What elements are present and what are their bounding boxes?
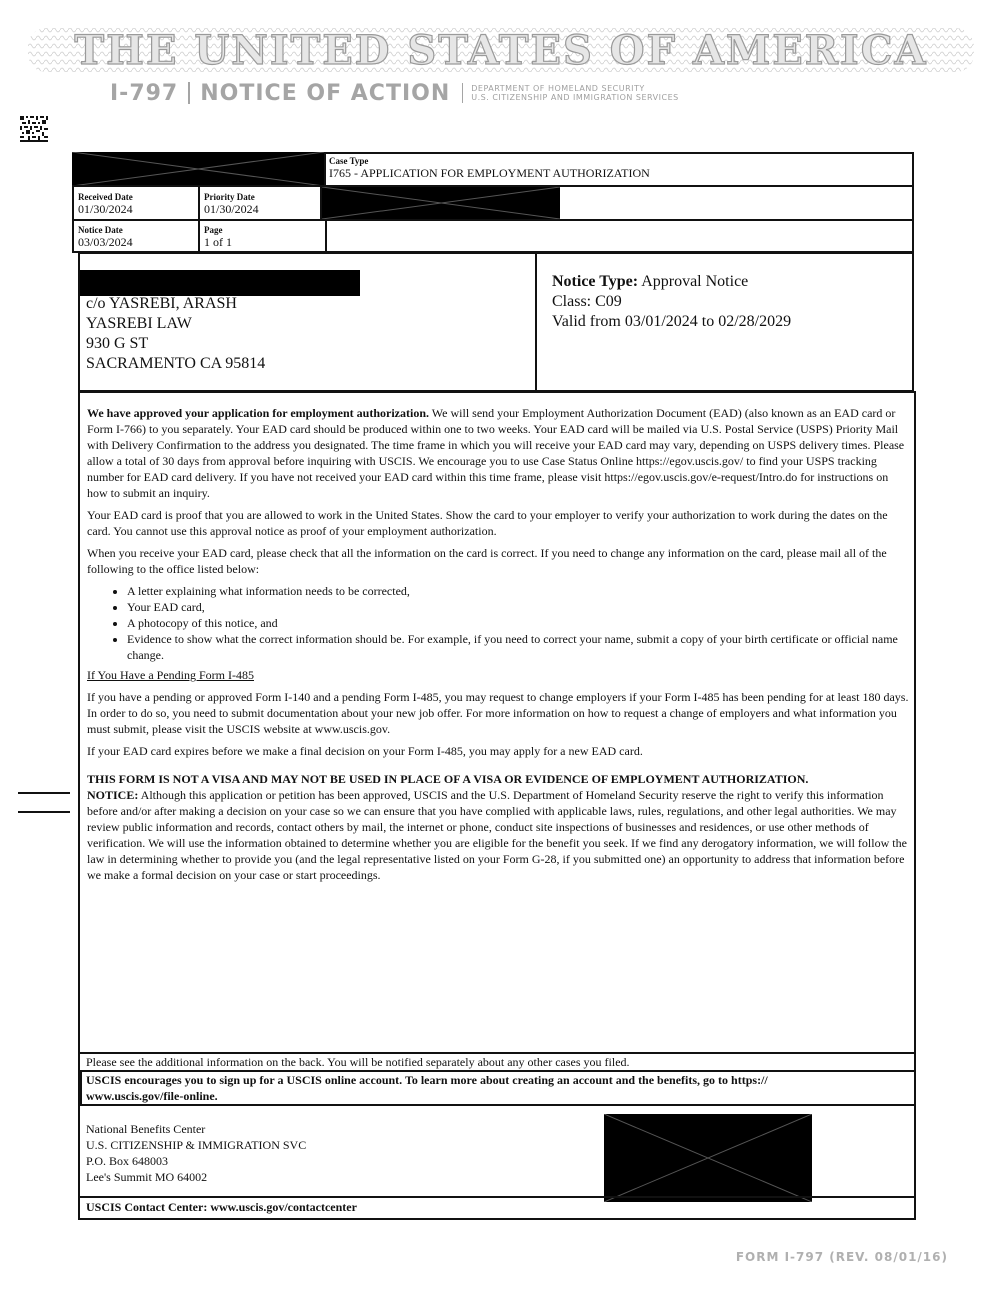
case-type-field: [329, 156, 650, 180]
divider: [325, 221, 327, 253]
office-line: Lee's Summit MO 64002: [86, 1170, 208, 1184]
form-title: NOTICE OF ACTION: [200, 80, 451, 106]
notice-date-value: 03/03/2024: [78, 235, 133, 249]
banner-title: THE UNITED STATES OF AMERICA: [74, 27, 928, 74]
notice-type-info: [552, 272, 791, 332]
case-type-value: I765 - APPLICATION FOR EMPLOYMENT AUTHORIZATION: [329, 166, 650, 180]
list-item: • A letter explaining what information needs to be corrected,: [127, 583, 911, 599]
priority-date-value: 01/30/2024: [204, 202, 259, 216]
office-line: P.O. Box 648003: [86, 1154, 169, 1168]
not-a-visa-warning: THIS FORM IS NOT A VISA AND MAY NOT BE USED IN PLACE OF A VISA OR EVIDENCE OF EMPLOYMENT AUTHORIZATION.: [87, 772, 809, 786]
list-item: • A photocopy of this notice, and: [127, 615, 911, 631]
address-line: c/o YASREBI, ARASH: [86, 295, 237, 312]
pending-i485-heading: If You Have a Pending Form I-485: [87, 668, 254, 682]
notice-date-field: [78, 225, 133, 249]
notice-type-label: Notice Type:: [552, 273, 639, 290]
margin-mark: [18, 811, 70, 813]
mailing-address: [86, 294, 265, 374]
form-subheader: [110, 80, 679, 106]
priority-date-label: Priority Date: [204, 192, 255, 202]
form-revision: FORM I-797 (REV. 08/01/16): [735, 1250, 948, 1264]
received-date-field: [78, 192, 133, 216]
divider: [72, 219, 914, 221]
divider: [324, 152, 326, 186]
address-line: YASREBI LAW: [86, 315, 192, 332]
divider: [80, 1196, 916, 1198]
list-item: • Evidence to show what the correct information should be. For example, if you need to correct your name, submit a copy of your birth certificate or official name change.: [127, 631, 911, 663]
additional-info-note: Please see the additional information on the back. You will be notified separately about any other cases you filed.: [86, 1055, 630, 1069]
page-value: 1 of 1: [204, 235, 232, 249]
online-account-note: USCIS encourages you to sign up for a USCIS online account. To learn more about creating an account and the benefits, go to https:// www.uscis.gov/file-online.: [86, 1073, 768, 1103]
page-field: [204, 225, 232, 249]
redacted-applicant-name: [80, 270, 360, 296]
redacted-receipt-number: [72, 152, 324, 186]
office-address: [86, 1121, 306, 1185]
form-id: I-797: [110, 80, 179, 106]
ead-expiry-paragraph: If your EAD card expires before we make a final decision on your Form I-485, you may apply for a new EAD card.: [87, 744, 643, 758]
change-employer-paragraph: If you have a pending or approved Form I-140 and a pending Form I-485, you may request to change employers if your Form I-485 has been pending for at least 180 days. In order to do so, you need to submit documentation about your new job offer. For more information on how to request a change of employers and what information you must submit, please visit the USCIS website at www.uscis.gov.: [87, 690, 909, 736]
redacted-beneficiary: [322, 187, 560, 219]
case-type-label: Case Type: [329, 156, 369, 166]
contact-center: USCIS Contact Center: www.uscis.gov/contactcenter: [86, 1200, 357, 1214]
divider: [80, 1052, 916, 1054]
office-line: National Benefits Center: [86, 1122, 206, 1136]
notice-type-value: Approval Notice: [641, 273, 749, 290]
divider: [188, 82, 190, 104]
approval-paragraph: We have approved your application for employment authorization. We will send your Employment Authorization Document (EAD) (also known as an EAD card or Form I-766) to you separately. Your EAD card should be produced within one to two weeks. Your EAD card will be mailed via U.S. Postal Service (USPS) Priority Mail with Delivery Confirmation to the address you designated. The time frame in which you will receive your EAD card may vary, depending on USPS delivery times. Please allow a total of 30 days from approval before inquiring with USCIS. We encourage you to use Case Status Online https://egov.uscis.gov/ to find your USPS tracking number for EAD card delivery. If you have not received your EAD card within this time frame, please visit https://egov.uscis.gov/e-request/Intro.do for instructions on how to submit an inquiry.: [87, 406, 905, 500]
notice-body: [87, 405, 911, 889]
priority-date-field: [204, 192, 259, 216]
list-item: • Your EAD card,: [127, 599, 911, 615]
margin-mark: [18, 792, 70, 794]
ead-proof-paragraph: Your EAD card is proof that you are allowed to work in the United States. Show the card to your employer to verify your authorization to work during the dates on the card. You cannot use this approval notice as proof of your employment authorization.: [87, 508, 888, 538]
verification-notice: NOTICE: Although this application or petition has been approved, USCIS and the U.S. Department of Homeland Security reserve the right to verify this information before and/or after making a decision on your case so we can ensure that you have complied with applicable laws, rules, regulations, and other legal authorities. We may review public information and records, contact others by mail, the internet or phone, conduct site inspections of businesses and residences, or use other methods of verification. We will use the information obtained to determine whether you are eligible for the benefit you seek. If we find any derogatory information, we will follow the law in determining whether to provide you (and the legal representative listed on your Form G-28, if you submitted one) an opportunity to address that information before we make a formal decision on your case or start proceedings.: [87, 788, 907, 882]
check-card-paragraph: When you receive your EAD card, please check that all the information on the card is correct. If you need to change any information on the card, please mail all of the following to the office listed below:: [87, 546, 887, 576]
correction-list: [87, 583, 911, 663]
page-label: Page: [204, 225, 223, 235]
notice-date-label: Notice Date: [78, 225, 123, 235]
class-value: Class: C09: [552, 293, 622, 310]
received-date-label: Received Date: [78, 192, 133, 202]
divider: [462, 83, 463, 103]
address-line: SACRAMENTO CA 95814: [86, 355, 266, 372]
department-label: DEPARTMENT OF HOMELAND SECURITY U.S. CITIZENSHIP AND IMMIGRATION SERVICES: [471, 84, 679, 102]
header-banner: [28, 26, 974, 74]
barcode-icon: [20, 116, 48, 142]
received-date-value: 01/30/2024: [78, 202, 133, 216]
office-line: U.S. CITIZENSHIP & IMMIGRATION SVC: [86, 1138, 307, 1152]
address-line: 930 G ST: [86, 335, 149, 352]
redacted-barcode: [604, 1114, 812, 1202]
validity-period: Valid from 03/01/2024 to 02/28/2029: [552, 313, 792, 330]
divider: [535, 254, 537, 391]
